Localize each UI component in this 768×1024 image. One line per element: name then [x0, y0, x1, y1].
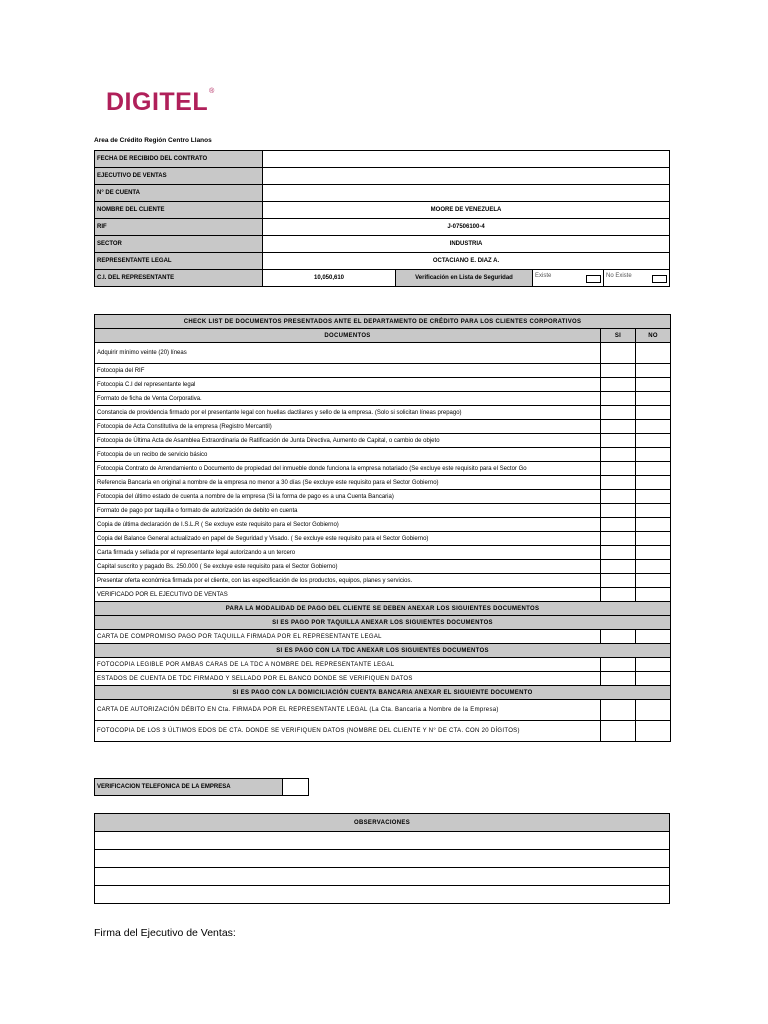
section-domiciliacion: SI ES PAGO CON LA DOMICILIACIÓN CUENTA BANCARIA ANEXAR EL SIGUIENTE DOCUMENTO: [95, 686, 671, 700]
checklist-si-cell[interactable]: [601, 658, 636, 672]
checklist-si-cell[interactable]: [601, 462, 636, 476]
checklist-item-row: [95, 574, 671, 588]
client-info-value[interactable]: MOORE DE VENEZUELA: [263, 202, 670, 219]
client-info-row: [95, 219, 670, 236]
checklist-item-label: Formato de pago por taquilla o formato de autorización de debito en cuenta: [95, 504, 601, 518]
checklist-si-cell[interactable]: [601, 490, 636, 504]
checklist-item-row: [95, 392, 671, 406]
existe-label: Existe: [535, 273, 552, 279]
checklist-item-label: Carta firmada y sellada por el representante legal autorizando a un tercero: [95, 546, 601, 560]
checklist-item-label: Constancia de providencia firmado por el presentante legal con huellas dactilares y sello de la empresa. (Solo si solicitan líneas prepago): [95, 406, 601, 420]
client-info-value[interactable]: [263, 168, 670, 185]
checklist-si-cell[interactable]: [601, 448, 636, 462]
checklist-item-label: Referencia Bancaria en original a nombre de la empresa no menor a 30 días (Se excluye este requisito para el Sector Gobierno): [95, 476, 601, 490]
client-info-row: [95, 151, 670, 168]
phone-verification-box[interactable]: [283, 779, 309, 796]
checklist-no-cell[interactable]: [636, 364, 671, 378]
client-info-label: NOMBRE DEL CLIENTE: [95, 202, 263, 219]
checklist-item-label: Fotocopia Contrato de Arrendamiento o Documento de propiedad del inmueble donde funciona la empresa notariado (Se excluye este requisito para el Sector Go: [95, 462, 601, 476]
client-info-label: EJECUTIVO DE VENTAS: [95, 168, 263, 185]
no-existe-label: No Existe: [606, 273, 632, 279]
client-info-table: [94, 150, 670, 287]
checklist-item-label: Fotocopia del RIF: [95, 364, 601, 378]
checklist-si-cell[interactable]: [601, 406, 636, 420]
checklist-item-label: Fotocopia de Acta Constitutiva de la empresa (Registro Mercantil): [95, 420, 601, 434]
checklist-si-cell[interactable]: [601, 700, 636, 721]
checklist-no-cell[interactable]: [636, 420, 671, 434]
checklist-item-row: [95, 504, 671, 518]
checklist-si-cell[interactable]: [601, 560, 636, 574]
client-info-row: [95, 168, 670, 185]
checklist-item-row: [95, 532, 671, 546]
phone-verification-label: VERIFICACION TELEFONICA DE LA EMPRESA: [95, 779, 283, 796]
checklist-si-cell[interactable]: [601, 378, 636, 392]
client-info-value[interactable]: INDUSTRIA: [263, 236, 670, 253]
section-tdc-row: [95, 644, 671, 658]
checklist-item-label: Fotocopia C.I del representante legal: [95, 378, 601, 392]
logo-text: DIGITEL: [106, 88, 209, 116]
checklist-item-row: [95, 560, 671, 574]
checklist-no-cell[interactable]: [636, 378, 671, 392]
observation-line-row: [95, 868, 670, 886]
observation-line[interactable]: [95, 832, 670, 850]
checklist-title: CHECK LIST DE DOCUMENTOS PRESENTADOS ANTE EL DEPARTAMENTO DE CRÉDITO PARA LOS CLIENTES CORPORATIVOS: [95, 315, 671, 329]
col-si: SI: [601, 329, 636, 343]
checklist-no-cell[interactable]: [636, 490, 671, 504]
checklist-item-row: [95, 420, 671, 434]
observation-line-row: [95, 850, 670, 868]
checklist-si-cell[interactable]: [601, 672, 636, 686]
observation-line-row: [95, 886, 670, 904]
checklist-item-row: [95, 364, 671, 378]
checklist-item-row: [95, 448, 671, 462]
section-taquilla-row: [95, 616, 671, 630]
client-info-row: [95, 202, 670, 219]
checklist-title-row: [95, 315, 671, 329]
checklist-item-row: [95, 588, 671, 602]
client-info-value[interactable]: J-07506100-4: [263, 219, 670, 236]
checklist-item-row: [95, 672, 671, 686]
checklist-item-row: [95, 343, 671, 364]
ci-value[interactable]: 10,050,610: [263, 270, 396, 287]
section-domiciliacion-row: [95, 686, 671, 700]
checklist-no-cell[interactable]: [636, 406, 671, 420]
col-no: NO: [636, 329, 671, 343]
checklist-item-label: VERIFICADO POR EL EJECUTIVO DE VENTAS: [95, 588, 601, 602]
checklist-item-row: [95, 406, 671, 420]
client-info-row: [95, 236, 670, 253]
checklist-si-cell[interactable]: [601, 546, 636, 560]
checklist-no-cell[interactable]: [636, 518, 671, 532]
checklist-item-label: Copia del Balance General actualizado en papel de Seguridad y Visado. ( Se excluye este requisito para el Sector Gobierno): [95, 532, 601, 546]
checklist-si-cell[interactable]: [601, 476, 636, 490]
digitel-logo: [106, 88, 215, 136]
observation-line[interactable]: [95, 886, 670, 904]
signature-label: Firma del Ejecutivo de Ventas:: [94, 927, 236, 939]
section-tdc: SI ES PAGO CON LA TDC ANEXAR LOS SIGUIENTES DOCUMENTOS: [95, 644, 671, 658]
checklist-no-cell[interactable]: [636, 560, 671, 574]
observation-line-row: [95, 832, 670, 850]
checklist-header-row: [95, 329, 671, 343]
client-info-label: SECTOR: [95, 236, 263, 253]
checklist-no-cell[interactable]: [636, 434, 671, 448]
checklist-item-label: CARTA DE AUTORIZACIÓN DÉBITO EN Cta. FIRMADA POR EL REPRESENTANTE LEGAL (La Cta. Bancaria a Nombre de la Empresa): [95, 700, 601, 721]
checklist-no-cell[interactable]: [636, 476, 671, 490]
checklist-no-cell[interactable]: [636, 721, 671, 742]
checklist-no-cell[interactable]: [636, 462, 671, 476]
checklist-si-cell[interactable]: [601, 434, 636, 448]
checklist-no-cell[interactable]: [636, 630, 671, 644]
client-info-label: REPRESENTANTE LEGAL: [95, 253, 263, 270]
client-info-value[interactable]: [263, 151, 670, 168]
checklist-si-cell[interactable]: [601, 721, 636, 742]
no-existe-cell: [604, 270, 670, 287]
client-info-value[interactable]: OCTACIANO E. DIAZ A.: [263, 253, 670, 270]
checklist-si-cell[interactable]: [601, 504, 636, 518]
checklist-no-cell[interactable]: [636, 700, 671, 721]
checklist-item-row: [95, 462, 671, 476]
observations-header: OBSERVACIONES: [95, 814, 670, 832]
checklist-no-cell[interactable]: [636, 588, 671, 602]
checklist-no-cell[interactable]: [636, 392, 671, 406]
client-info-label: RIF: [95, 219, 263, 236]
checklist-item-row: [95, 721, 671, 742]
client-info-row: [95, 185, 670, 202]
checklist-si-cell[interactable]: [601, 518, 636, 532]
checklist-item-label: Formato de ficha de Venta Corporativa.: [95, 392, 601, 406]
checklist-item-label: FOTOCOPIA LEGIBLE POR AMBAS CARAS DE LA TDC A NOMBRE DEL REPRESENTANTE LEGAL: [95, 658, 601, 672]
checklist-item-row: [95, 546, 671, 560]
checklist-si-cell[interactable]: [601, 420, 636, 434]
checklist-item-label: ESTADOS DE CUENTA DE TDC FIRMADO Y SELLADO POR EL BANCO DONDE SE VERIFIQUEN DATOS: [95, 672, 601, 686]
checklist-si-cell[interactable]: [601, 532, 636, 546]
client-info-label: FECHA DE RECIBIDO DEL CONTRATO: [95, 151, 263, 168]
checklist-no-cell[interactable]: [636, 658, 671, 672]
existe-checkbox[interactable]: [586, 275, 601, 283]
area-subtitle: Area de Crédito Región Centro Llanos: [94, 137, 212, 144]
checklist-si-cell[interactable]: [601, 588, 636, 602]
section-pago-row: [95, 602, 671, 616]
no-existe-checkbox[interactable]: [652, 275, 667, 283]
checklist-no-cell[interactable]: [636, 672, 671, 686]
checklist-no-cell[interactable]: [636, 504, 671, 518]
checklist-item-label: Capital suscrito y pagado Bs. 250.000 ( Se excluye este requisito para el Sector Gobierno): [95, 560, 601, 574]
checklist-item-row: [95, 630, 671, 644]
checklist-item-label: FOTOCOPIA DE LOS 3 ÚLTIMOS EDOS DE CTA. DONDE SE VERIFIQUEN DATOS (NOMBRE DEL CLIENTE Y N° DE CTA. CON 20 DÍGITOS): [95, 721, 601, 742]
observation-line[interactable]: [95, 868, 670, 886]
checklist-item-label: Fotocopia de un recibo de servicio básico: [95, 448, 601, 462]
checklist-si-cell[interactable]: [601, 630, 636, 644]
checklist-item-row: [95, 434, 671, 448]
observations-table: [94, 813, 670, 904]
ci-label: C.I. DEL REPRESENTANTE: [95, 270, 263, 287]
checklist-si-cell[interactable]: [601, 343, 636, 364]
col-documentos: DOCUMENTOS: [95, 329, 601, 343]
checklist-si-cell[interactable]: [601, 364, 636, 378]
checklist-si-cell[interactable]: [601, 574, 636, 588]
client-info-row: [95, 253, 670, 270]
checklist-item-row: [95, 518, 671, 532]
checklist-no-cell[interactable]: [636, 574, 671, 588]
section-pago: PARA LA MODALIDAD DE PAGO DEL CLIENTE SE DEBEN ANEXAR LOS SIGUIENTES DOCUMENTOS: [95, 602, 671, 616]
checklist-item-row: [95, 378, 671, 392]
checklist-item-row: [95, 700, 671, 721]
ci-row: [95, 270, 670, 287]
checklist-item-row: [95, 490, 671, 504]
checklist-item-row: [95, 476, 671, 490]
client-info-value[interactable]: [263, 185, 670, 202]
checklist-item-label: Copia de última declaración de I.S.L.R ( Se excluye este requisito para el Sector Gobierno): [95, 518, 601, 532]
checklist-item-label: Presentar oferta económica firmada por el cliente, con las especificación de los productos, equipos, planes y servicios.: [95, 574, 601, 588]
security-list-label: Verificación en Lista de Seguridad: [396, 270, 533, 287]
checklist-table: [94, 314, 671, 742]
observation-line[interactable]: [95, 850, 670, 868]
checklist-item-label: CARTA DE COMPROMISO PAGO POR TAQUILLA FIRMADA POR EL REPRESENTANTE LEGAL: [95, 630, 601, 644]
checklist-item-label: Adquirir mínimo veinte (20) líneas: [95, 343, 601, 364]
phone-verification-table: [94, 778, 309, 796]
checklist-no-cell[interactable]: [636, 546, 671, 560]
checklist-item-label: Fotocopia de Última Acta de Asamblea Extraordinaria de Ratificación de Junta Directiva, Aumento de Capital, o cambio de objeto: [95, 434, 601, 448]
checklist-no-cell[interactable]: [636, 448, 671, 462]
existe-cell: [533, 270, 604, 287]
checklist-no-cell[interactable]: [636, 343, 671, 364]
section-taquilla: SI ES PAGO POR TAQUILLA ANEXAR LOS SIGUIENTES DOCUMENTOS: [95, 616, 671, 630]
checklist-item-row: [95, 658, 671, 672]
client-info-label: N° DE CUENTA: [95, 185, 263, 202]
checklist-no-cell[interactable]: [636, 532, 671, 546]
checklist-si-cell[interactable]: [601, 392, 636, 406]
registered-mark: ®: [209, 88, 215, 95]
checklist-item-label: Fotocopia del último estado de cuenta a nombre de la empresa (Si la forma de pago es a una Cuenta Bancaria): [95, 490, 601, 504]
